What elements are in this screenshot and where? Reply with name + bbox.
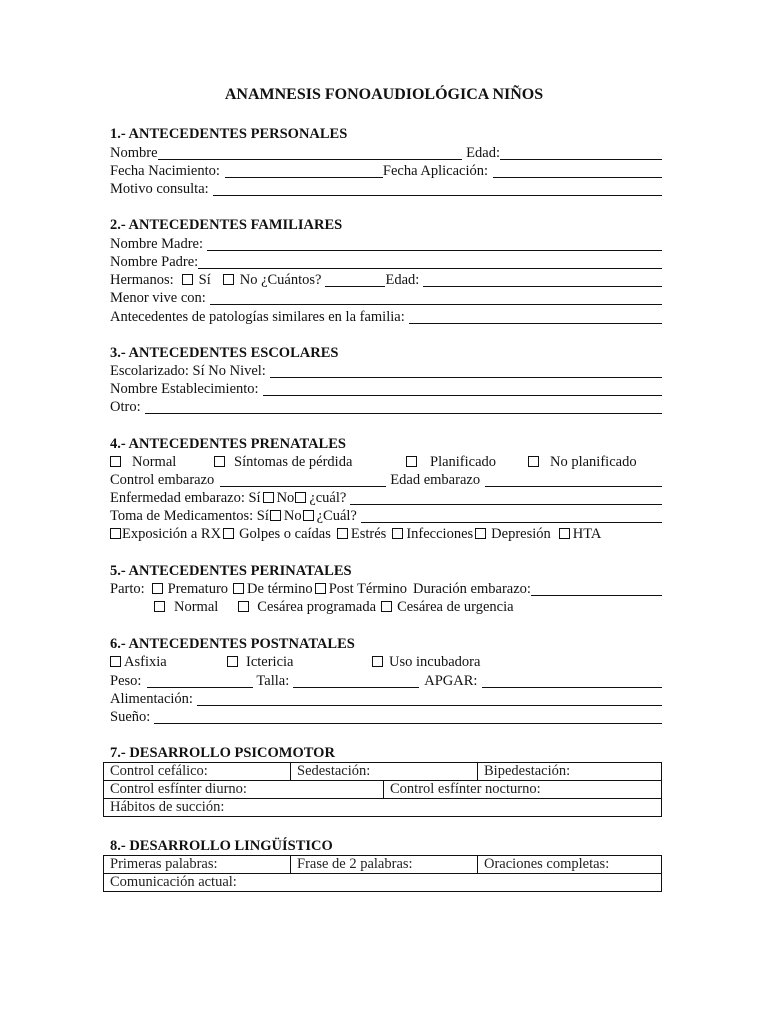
fecha-aplicacion-field[interactable]	[493, 164, 662, 178]
control-cefalico-cell[interactable]: Control cefálico:	[104, 763, 291, 781]
parto-normal-label: Normal	[174, 599, 219, 615]
estres-checkbox[interactable]	[337, 528, 348, 539]
hta-label: HTA	[572, 526, 602, 542]
fecha-nacimiento-label: Fecha Nacimiento:	[110, 163, 220, 179]
medicamentos-si-checkbox[interactable]	[270, 510, 281, 521]
hermanos-si-label: Sí	[198, 272, 211, 288]
section-familiares-heading: 2.- ANTECEDENTES FAMILIARES	[110, 217, 343, 233]
section-postnatales-heading: 6.- ANTECEDENTES POSTNATALES	[110, 636, 355, 652]
escolarizado-label: Escolarizado: Sí No Nivel:	[110, 363, 266, 379]
depresion-checkbox[interactable]	[475, 528, 486, 539]
prematuro-checkbox[interactable]	[152, 583, 163, 594]
enfermedad-cual-label: ¿cuál?	[309, 490, 347, 506]
duracion-field[interactable]	[531, 582, 662, 596]
fecha-aplicacion-label: Fecha Aplicación:	[382, 163, 489, 179]
enfermedad-si-checkbox[interactable]	[263, 492, 274, 503]
cesarea-programada-checkbox[interactable]	[238, 601, 249, 612]
peso-field[interactable]	[147, 674, 253, 688]
table-row	[104, 781, 662, 799]
hermanos-edad-label: Edad:	[385, 272, 420, 288]
termino-checkbox[interactable]	[233, 583, 244, 594]
motivo-label: Motivo consulta:	[110, 181, 209, 197]
hermanos-si-checkbox[interactable]	[182, 274, 193, 285]
fecha-nacimiento-field[interactable]	[225, 164, 383, 178]
row-sueno	[110, 707, 662, 726]
prematuro-label: Prematuro	[167, 581, 229, 597]
duracion-label: Duración embarazo:	[412, 581, 531, 597]
table-row	[104, 874, 662, 892]
apgar-label: APGAR:	[424, 673, 478, 689]
nombre-label: Nombre	[110, 145, 158, 161]
incubadora-checkbox[interactable]	[372, 656, 383, 667]
sintomas-checkbox[interactable]	[214, 456, 225, 467]
sueno-label: Sueño:	[110, 709, 151, 725]
hermanos-cuantos-label: No ¿Cuántos?	[239, 272, 322, 288]
apgar-field[interactable]	[482, 674, 662, 688]
row-enfermedad	[110, 488, 662, 507]
row-establecimiento	[110, 379, 662, 398]
control-embarazo-label: Control embarazo	[110, 472, 215, 488]
patologias-field[interactable]	[409, 310, 662, 324]
medicamentos-no-label: No	[283, 508, 302, 524]
section-personales-heading: 1.- ANTECEDENTES PERSONALES	[110, 126, 348, 142]
row-madre	[110, 234, 662, 253]
row-escolarizado	[110, 361, 662, 380]
incubadora-label: Uso incubadora	[389, 654, 481, 670]
hermanos-cuantos-field[interactable]	[325, 273, 385, 287]
primeras-palabras-cell[interactable]: Primeras palabras:	[104, 856, 291, 874]
termino-label: De término	[247, 581, 313, 597]
row-medidas	[110, 671, 662, 690]
hermanos-label: Hermanos:	[110, 272, 174, 288]
enfermedad-no-label: No	[276, 490, 295, 506]
row-vive	[110, 288, 662, 307]
oraciones-completas-cell[interactable]: Oraciones completas:	[478, 856, 662, 874]
escolarizado-field[interactable]	[270, 364, 662, 378]
control-embarazo-field[interactable]	[220, 473, 386, 487]
enfermedad-no-checkbox[interactable]	[295, 492, 306, 503]
planificado-label: Planificado	[430, 454, 497, 470]
row-alimentacion	[110, 689, 662, 708]
padre-label: Nombre Padre:	[110, 254, 199, 270]
section-prenatales-heading: 4.- ANTECEDENTES PRENATALES	[110, 436, 346, 452]
frase-dos-palabras-cell[interactable]: Frase de 2 palabras:	[291, 856, 478, 874]
table-row	[104, 856, 662, 874]
medicamentos-si-label: Toma de Medicamentos: Sí	[110, 508, 269, 524]
row-padre	[110, 252, 662, 271]
sueno-field[interactable]	[154, 710, 662, 724]
post-termino-label: Post Término	[328, 581, 407, 597]
row-patologias	[110, 307, 662, 326]
asfixia-checkbox[interactable]	[110, 656, 121, 667]
comunicacion-actual-cell[interactable]: Comunicación actual:	[104, 874, 662, 892]
no-planificado-label: No planificado	[550, 454, 637, 470]
peso-label: Peso:	[110, 673, 142, 689]
row-nombre	[110, 143, 662, 162]
ictericia-label: Ictericia	[246, 654, 294, 670]
talla-field[interactable]	[293, 674, 419, 688]
edad-embarazo-field[interactable]	[485, 473, 662, 487]
row-exposiciones	[110, 524, 662, 543]
otro-field[interactable]	[145, 400, 662, 414]
row-fechas	[110, 161, 662, 180]
habitos-succion-cell[interactable]: Hábitos de succión:	[104, 799, 662, 817]
madre-label: Nombre Madre:	[110, 236, 204, 252]
edad-label: Edad:	[466, 145, 500, 161]
depresion-label: Depresión	[491, 526, 551, 542]
establecimiento-label: Nombre Establecimiento:	[110, 381, 259, 397]
section-linguistico-heading: 8.- DESARROLLO LINGÜÍSTICO	[110, 838, 333, 854]
row-motivo	[110, 179, 662, 198]
row-control-embarazo	[110, 470, 662, 489]
patologias-label: Antecedentes de patologías similares en la familia:	[110, 309, 405, 325]
vive-field[interactable]	[210, 291, 662, 305]
row-otro	[110, 397, 662, 416]
row-hermanos	[110, 270, 662, 289]
esfinter-nocturno-cell[interactable]: Control esfínter nocturno:	[384, 781, 662, 799]
hermanos-no-checkbox[interactable]	[223, 274, 234, 285]
nombre-field[interactable]	[158, 146, 463, 160]
alimentacion-label: Alimentación:	[110, 691, 193, 707]
hermanos-edad-field[interactable]	[423, 273, 662, 287]
rx-checkbox[interactable]	[110, 528, 121, 539]
linguistico-table	[103, 855, 662, 892]
sintomas-label: Síntomas de pérdida	[234, 454, 353, 470]
talla-label: Talla:	[256, 673, 290, 689]
ictericia-checkbox[interactable]	[227, 656, 238, 667]
rx-label: Exposición a RX	[122, 526, 222, 542]
psicomotor-table-2	[103, 780, 662, 817]
golpes-checkbox[interactable]	[223, 528, 234, 539]
edad-embarazo-label: Edad embarazo	[390, 472, 481, 488]
edad-field[interactable]	[500, 146, 662, 160]
form-title: ANAMNESIS FONOAUDIOLÓGICA NIÑOS	[224, 86, 544, 103]
table-row	[104, 763, 662, 781]
no-planificado-checkbox[interactable]	[528, 456, 539, 467]
sedestacion-cell[interactable]: Sedestación:	[291, 763, 478, 781]
normal-label: Normal	[132, 454, 177, 470]
asfixia-label: Asfixia	[124, 654, 167, 670]
cesarea-urgencia-checkbox[interactable]	[381, 601, 392, 612]
medicamentos-no-checkbox[interactable]	[303, 510, 314, 521]
row-prenatal-opciones	[110, 452, 662, 471]
infecciones-checkbox[interactable]	[392, 528, 403, 539]
golpes-label: Golpes o caídas	[239, 526, 331, 542]
establecimiento-field[interactable]	[263, 382, 662, 396]
madre-field[interactable]	[207, 237, 662, 251]
row-postnatal-opciones	[110, 652, 662, 671]
estres-label: Estrés	[350, 526, 387, 542]
planificado-checkbox[interactable]	[406, 456, 417, 467]
parto-normal-checkbox[interactable]	[154, 601, 165, 612]
enfermedad-cual-field[interactable]	[350, 491, 662, 505]
row-parto	[110, 579, 662, 598]
cesarea-programada-label: Cesárea programada	[257, 599, 377, 615]
hta-checkbox[interactable]	[559, 528, 570, 539]
alimentacion-field[interactable]	[197, 692, 662, 706]
vive-label: Menor vive con:	[110, 290, 206, 306]
section-perinatales-heading: 5.- ANTECEDENTES PERINATALES	[110, 563, 352, 579]
medicamentos-cual-field[interactable]	[361, 509, 662, 523]
medicamentos-cual-label: ¿Cuál?	[316, 508, 357, 524]
padre-field[interactable]	[198, 255, 662, 269]
normal-checkbox[interactable]	[110, 456, 121, 467]
infecciones-label: Infecciones	[406, 526, 474, 542]
enfermedad-si-label: Enfermedad embarazo: Sí	[110, 490, 261, 506]
section-escolares-heading: 3.- ANTECEDENTES ESCOLARES	[110, 345, 339, 361]
esfinter-diurno-cell[interactable]: Control esfínter diurno:	[104, 781, 384, 799]
row-tipo-parto	[154, 597, 662, 616]
table-row	[104, 799, 662, 817]
section-psicomotor-heading: 7.- DESARROLLO PSICOMOTOR	[110, 745, 335, 761]
motivo-field[interactable]	[213, 182, 662, 196]
row-medicamentos	[110, 506, 662, 525]
cesarea-urgencia-label: Cesárea de urgencia	[397, 599, 514, 615]
psicomotor-table	[103, 762, 662, 781]
parto-label: Parto:	[110, 581, 145, 597]
post-termino-checkbox[interactable]	[315, 583, 326, 594]
otro-label: Otro:	[110, 399, 141, 415]
bipedestacion-cell[interactable]: Bipedestación:	[478, 763, 662, 781]
